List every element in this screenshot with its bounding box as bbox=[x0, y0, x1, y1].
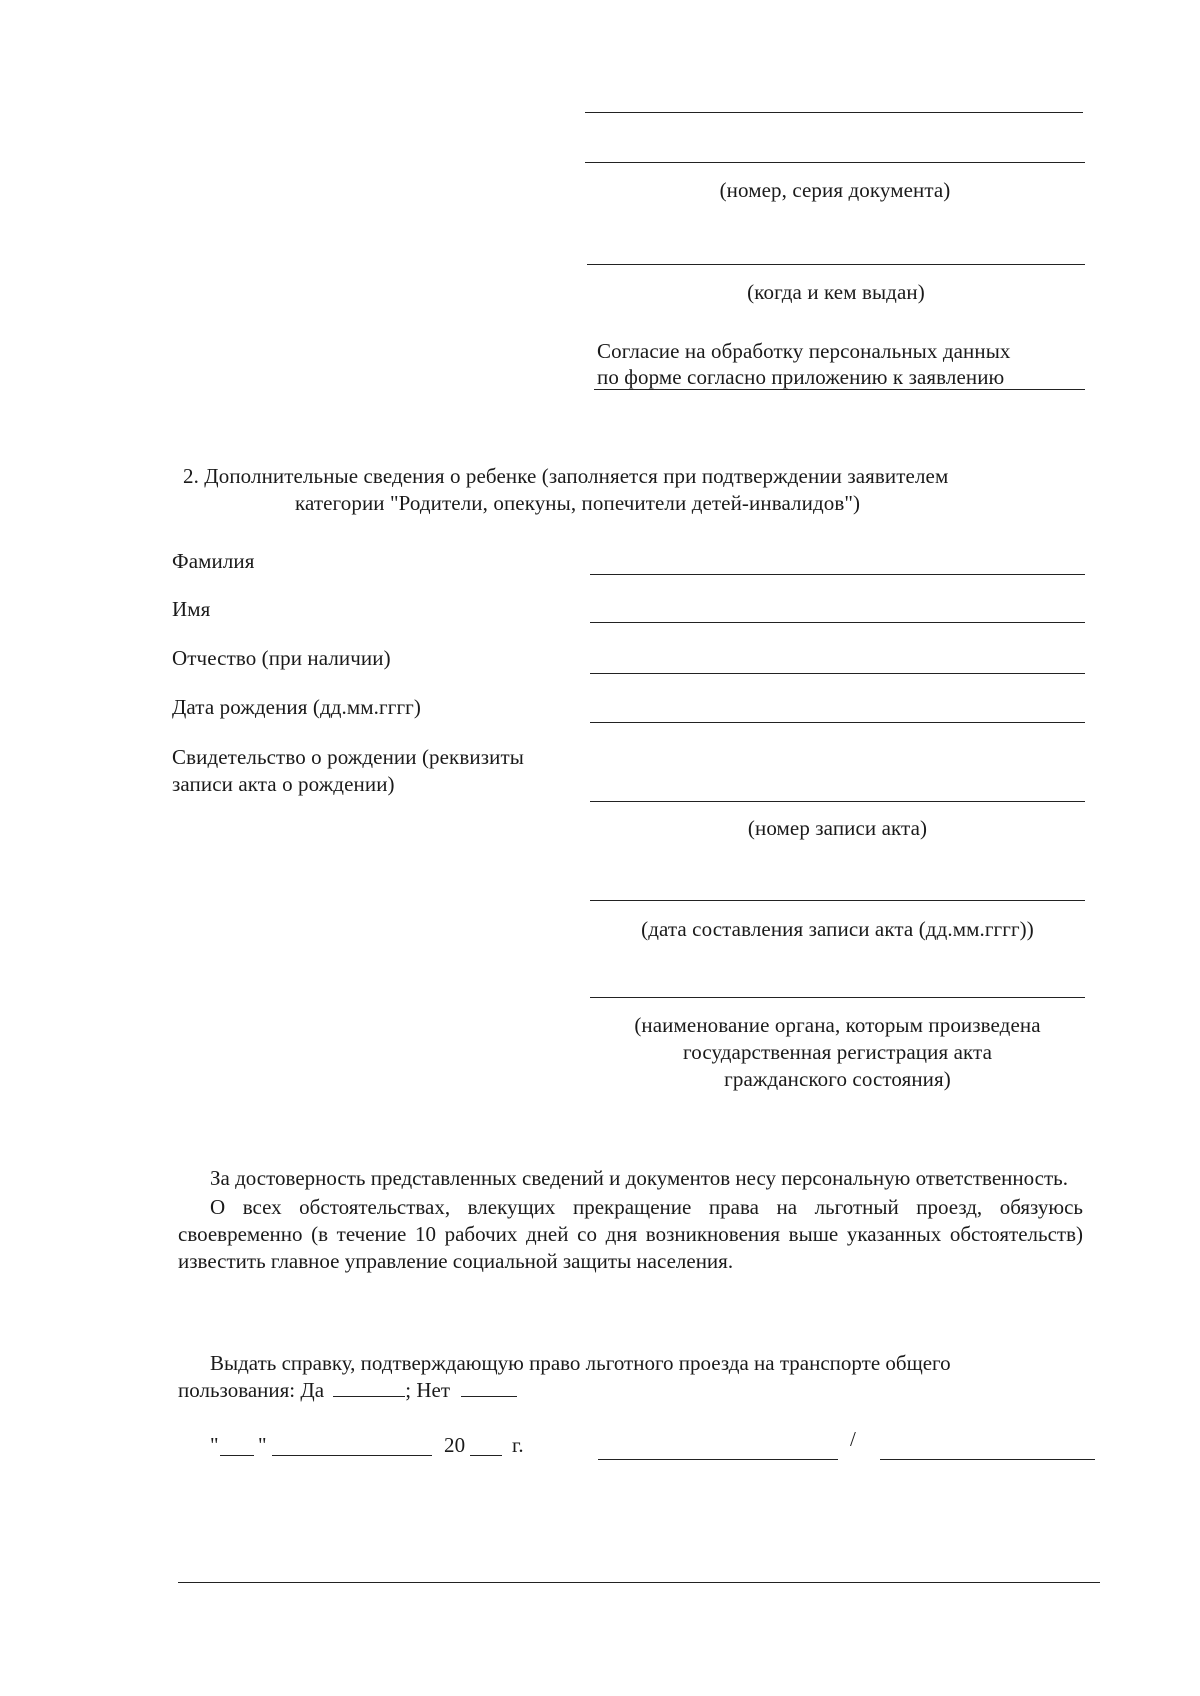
label-birth-date: Дата рождения (дд.мм.гггг) bbox=[172, 695, 421, 719]
birth-date-field[interactable] bbox=[590, 694, 1085, 723]
patronymic-field[interactable] bbox=[590, 645, 1085, 674]
label-name: Имя bbox=[172, 597, 211, 621]
declaration-paragraph-responsibility: За достоверность представленных сведений и документов несу персональную ответственность. bbox=[210, 1166, 1068, 1190]
caption-issued-by: (когда и кем выдан) bbox=[747, 280, 925, 304]
declaration-text bbox=[178, 1165, 1083, 1275]
bottom-divider bbox=[178, 1582, 1100, 1583]
label-surname: Фамилия bbox=[172, 549, 255, 573]
line-top-2 bbox=[585, 162, 1085, 163]
caption-authority-line-1: (наименование органа, которым произведена bbox=[634, 1013, 1041, 1037]
caption-document-number: (номер, серия документа) bbox=[719, 178, 951, 202]
caption-authority-line-3: гражданского состояния) bbox=[724, 1067, 951, 1091]
signature-field[interactable] bbox=[598, 1435, 838, 1460]
consent-line-2: по форме согласно приложению к заявлению bbox=[597, 365, 1005, 389]
label-birth-certificate-line-2: записи акта о рождении) bbox=[172, 772, 395, 796]
year-field[interactable] bbox=[470, 1431, 502, 1456]
consent-line-1: Согласие на обработку персональных данных bbox=[597, 339, 1011, 363]
yes-field[interactable] bbox=[333, 1378, 405, 1397]
record-number-field[interactable] bbox=[590, 773, 1085, 802]
declaration-paragraph-obligation: О всех обстоятельствах, влекущих прекращение права на льготный проезд, обязуюсь своевременно (в течение 10 рабочих дней со дня возникновения выше указанных обстоятельств) известить главное управление социальной защиты населения. bbox=[178, 1195, 1083, 1273]
label-birth-certificate-line-1: Свидетельство о рождении (реквизиты bbox=[172, 745, 524, 769]
registration-authority-field[interactable] bbox=[590, 969, 1085, 998]
date-quote-close: " bbox=[258, 1433, 267, 1457]
caption-record-date: (дата составления записи акта (дд.мм.гггг)) bbox=[641, 917, 1034, 941]
certificate-request-no-label: ; Нет bbox=[405, 1378, 451, 1402]
month-field[interactable] bbox=[272, 1431, 432, 1456]
line-issued-by bbox=[587, 264, 1085, 265]
name-field[interactable] bbox=[590, 594, 1085, 623]
year-prefix: 20 bbox=[444, 1433, 466, 1457]
line-top-1 bbox=[585, 112, 1083, 113]
certificate-request-yes-label: пользования: Да bbox=[178, 1378, 325, 1402]
no-field[interactable] bbox=[461, 1378, 517, 1397]
certificate-request-line-2 bbox=[178, 1377, 1083, 1404]
caption-record-number: (номер записи акта) bbox=[747, 816, 928, 840]
year-suffix: г. bbox=[512, 1433, 524, 1457]
certificate-request bbox=[178, 1350, 1083, 1404]
section-2-title-line-1: 2. Дополнительные сведения о ребенке (заполняется при подтверждении заявителем bbox=[183, 464, 949, 488]
signature-separator: / bbox=[850, 1427, 856, 1451]
record-date-field[interactable] bbox=[590, 872, 1085, 901]
day-field[interactable] bbox=[220, 1431, 254, 1456]
label-patronymic: Отчество (при наличии) bbox=[172, 646, 391, 670]
consent-underline bbox=[594, 389, 1085, 390]
full-name-field[interactable] bbox=[880, 1435, 1095, 1460]
date-quote-open: " bbox=[210, 1433, 219, 1457]
certificate-request-line-1: Выдать справку, подтверждающую право льготного проезда на транспорте общего bbox=[210, 1351, 951, 1375]
section-2-title-line-2: категории "Родители, опекуны, попечители детей-инвалидов") bbox=[295, 491, 861, 515]
caption-authority-line-2: государственная регистрация акта bbox=[683, 1040, 992, 1064]
surname-field[interactable] bbox=[590, 546, 1085, 575]
